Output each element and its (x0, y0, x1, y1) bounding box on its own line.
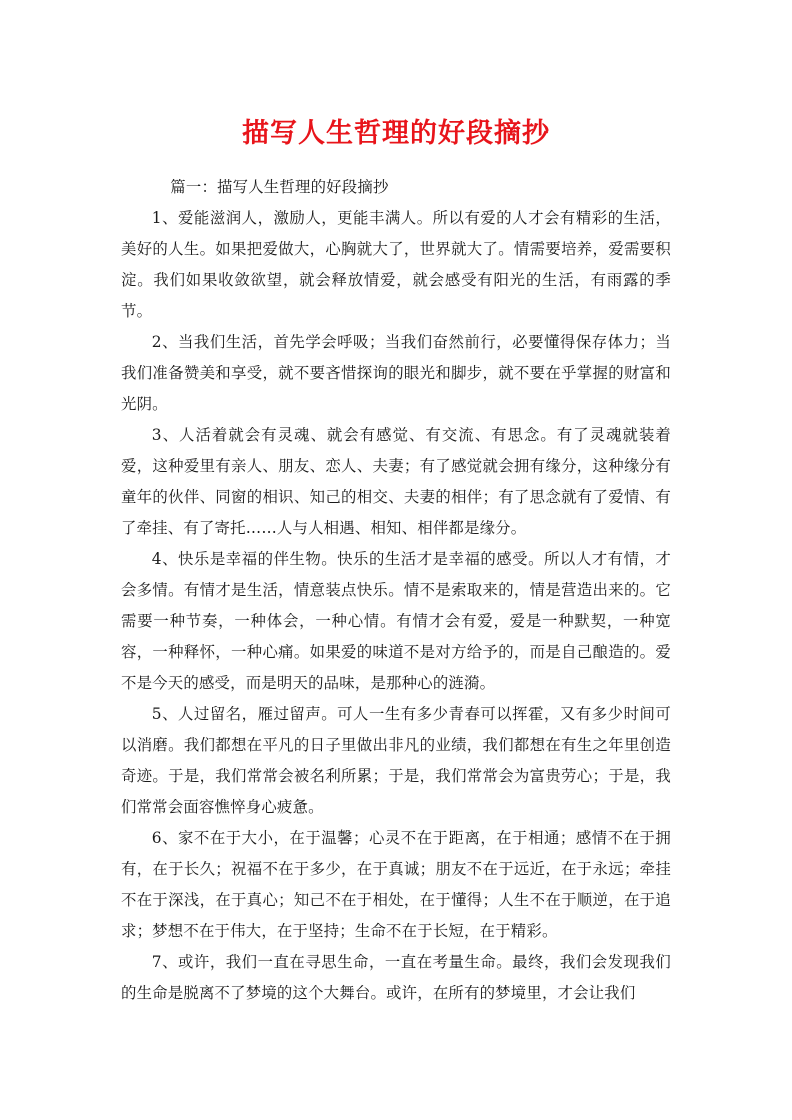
paragraph-4: 4、快乐是幸福的伴生物。快乐的生活才是幸福的感受。所以人才有情，才会多情。有情才是生活，情意装点快乐。情不是索取来的，情是营造出来的。它需要一种节奏，一种体会，一种心情。有情才会有爱，爱是一种默契，一种宽容，一种释怀，一种心痛。如果爱的味道不是对方给予的，而是自己酿造的。爱不是今天的感受，而是明天的品味，是那种心的涟漪。 (121, 550, 671, 692)
paragraph-3: 3、人活着就会有灵魂、就会有感觉、有交流、有思念。有了灵魂就装着爱，这种爱里有亲人、朋友、恋人、夫妻；有了感觉就会拥有缘分，这种缘分有童年的伙伴、同窗的相识、知己的相交、夫妻的相伴；有了思念就有了爱情、有了牵挂、有了寄托……人与人相遇、相知、相伴都是缘分。 (121, 426, 671, 537)
paragraph-2: 2、当我们生活，首先学会呼吸；当我们奋然前行，必要懂得保存体力；当我们准备赞美和享受，就不要吝惜探询的眼光和脚步，就不要在乎掌握的财富和光阴。 (121, 333, 671, 413)
paragraph-6: 6、家不在于大小，在于温馨；心灵不在于距离，在于相通；感情不在于拥有，在于长久；祝福不在于多少，在于真诚；朋友不在于远近，在于永远；牵挂不在于深浅，在于真心；知己不在于相处，在于懂得；人生不在于顺逆，在于追求；梦想不在于伟大，在于坚持；生命不在于长短，在于精彩。 (121, 829, 671, 940)
document-title: 描写人生哲理的好段摘抄 (242, 118, 550, 150)
document-body (121, 172, 671, 1009)
paragraph-5: 5、人过留名，雁过留声。可人一生有多少青春可以挥霍，又有多少时间可以消磨。我们都想在平凡的日子里做出非凡的业绩，我们都想在有生之年里创造奇迹。于是，我们常常会被名利所累；于是，我们常常会为富贵劳心；于是，我们常常会面容憔悴身心疲惫。 (121, 705, 671, 816)
paragraph-7: 7、或许，我们一直在寻思生命，一直在考量生命。最终，我们会发现我们的生命是脱离不了梦境的这个大舞台。或许，在所有的梦境里，才会让我们 (121, 953, 671, 1002)
paragraph-1: 1、爱能滋润人，激励人，更能丰满人。所以有爱的人才会有精彩的生活，美好的人生。如果把爱做大，心胸就大了，世界就大了。情需要培养，爱需要积淀。我们如果收敛欲望，就会释放情爱，就会感受有阳光的生活，有雨露的季节。 (121, 209, 671, 320)
section-heading: 篇一：描写人生哲理的好段摘抄 (170, 178, 389, 196)
